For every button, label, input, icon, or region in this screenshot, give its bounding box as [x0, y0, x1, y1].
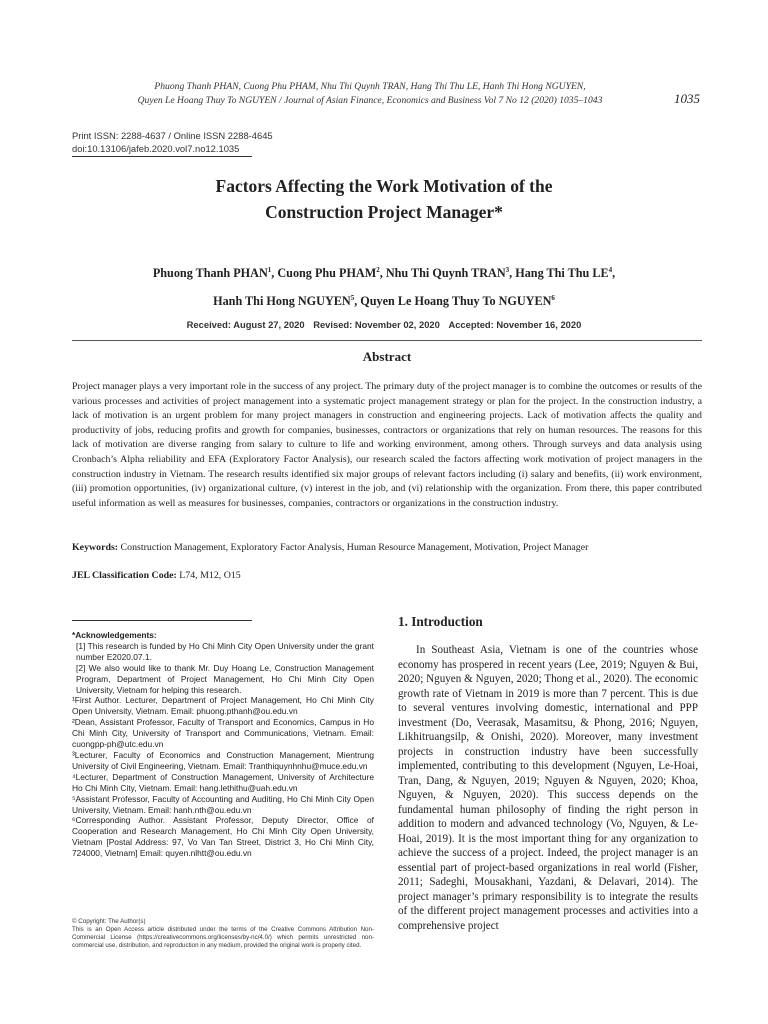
title-line2: Construction Project Manager* — [265, 202, 503, 222]
running-head-line1: Phuong Thanh PHAN, Cuong Phu PHAM, Nhu Thi Quynh TRAN, Hang Thi Thu LE, Hanh Thi Hong NGUYEN, — [154, 81, 586, 92]
copyright-notice — [72, 918, 374, 950]
title-line1: Factors Affecting the Work Motivation of the — [215, 176, 553, 196]
keywords-text: Construction Management, Exploratory Factor Analysis, Human Resource Management, Motivation, Project Manager — [120, 542, 589, 553]
authors-line1 — [84, 258, 684, 286]
abstract-text: Project manager plays a very important role in the success of any project. The primary duty of the project manager is to combine the outcomes or results of the various processes and activities of project management into a systematic project management strategy or plan for the project. In the construction industry, a lack of motivation is an urgent problem for many project managers in construction and engineering projects. Lack of motivation affects the quality and productivity of jobs, reducing profits and growth for companies, businesses, contractors or organizations that rely on human resources. The reasons for this lack of motivation are diverse ranging from salary to culture to life and working environment, among others. Through surveys and data analysis using Cronbach’s Alpha reliability and EFA (Exploratory Factor Analysis), our research scaled the factors affecting work motivation of project managers in the construction industry in Vietnam. The research results identified six major groups of relevant factors including (i) salary and benefits, (ii) work environment, (iii) promotion opportunities, (iv) organizational culture, (v) interest in the job, and (vi) relationship with the organization. From there, this paper contributed useful information as well as measures for businesses, companies, contractors or organizations in the construction industry. — [72, 381, 702, 509]
abstract-heading: Abstract — [362, 349, 412, 364]
author-name: Quyen Le Hoang Thuy To NGUYEN — [360, 294, 552, 309]
running-head — [100, 80, 640, 108]
author-sep: , — [612, 266, 616, 281]
authors-line2 — [84, 286, 684, 314]
author-name: Nhu Thi Quynh TRAN — [385, 266, 506, 281]
author-sep: , — [271, 266, 278, 281]
issn-block — [72, 129, 273, 155]
author-name: Hanh Thi Hong NGUYEN — [213, 294, 351, 309]
accepted-date: Accepted: November 16, 2020 — [448, 319, 582, 330]
author-affil: 5 — [350, 294, 355, 303]
introduction-text: In Southeast Asia, Vietnam is one of the countries whose economy has prospered in recent years (Lee, 2019; Nguyen & Bui, 2020; Nguyen & Nguyen, 2020; Thong et al., 2020). The economic growth rate of Vietnam in 2019 is more than 7 percent. This is due to several ventures involving domestic, international and PPP investment (Do, Veerasak, Masamitsu, & Phong, 2016; Nguyen, Likhitruangsilp, & Onishi, 2020). Moreover, many investment projects in construction industry have been successfully implemented, contributing to this development (Nguyen, Le-Hoai, Tran, Dang, & Nguyen, 2019; Nguyen & Nguyen, 2020; Khoa, Nguyen, & Nguyen, 2020). This success depends on the fundamental human philosophy of finding the right person in addition to modern and advanced technology (Vo, Nguyen, & Le-Hoai, 2019). It is the most important thing for any organization to achieve the success of a project. Indeed, the project manager is an essential part of project-based organizations in real world (Fisher, 2011; Sadeghi, Mousakhani, Yazdani, & Delavari, 2014). The project manager’s primary responsibility is to integrate the results of the different project management processes and activities into a comprehensive project — [398, 644, 698, 932]
keywords-label: Keywords: — [72, 542, 119, 553]
author-sep: , — [354, 294, 361, 309]
author-affil: 4 — [608, 266, 613, 274]
footnote-rule — [72, 620, 252, 621]
author-list — [84, 258, 684, 314]
copyright-line: © Copyright: The Author(s) — [72, 918, 146, 925]
author-affil: 1 — [267, 266, 272, 274]
author-affil: 6 — [551, 294, 555, 303]
author-sep: , — [509, 266, 516, 281]
jel-code — [72, 570, 702, 581]
author-name: Cuong Phu PHAM — [277, 266, 377, 281]
page-number: 1035 — [674, 91, 700, 106]
author-name: Hang Thi Thu LE — [515, 266, 609, 281]
abstract-rule — [72, 340, 702, 341]
affiliation-item: ⁵Assistant Professor, Faculty of Accounting and Auditing, Ho Chi Minh City Open University, Vietnam. Email: hanh.nth@ou.edu.vn — [72, 793, 374, 815]
affiliation-item: ²Dean, Assistant Professor, Faculty of Transport and Economics, Campus in Ho Chi Minh City, University of Transport and Communications, Vietnam. Email: cuongpp-ph@utc.edu.vn — [72, 717, 374, 750]
dates-line — [84, 319, 684, 330]
ack-item: [1] This research is funded by Ho Chi Minh City Open University under the grant number E2020.07.1. — [76, 640, 374, 662]
ack-heading: *Acknowledgements: — [72, 630, 157, 640]
affiliation-item: ³Lecturer, Faculty of Economics and Construction Management, Mientrung University of Civil Engineering, Vietnam. Email: Tranthiquynhnhu@muce.edu.vn — [72, 749, 374, 771]
doi[interactable]: doi:10.13106/jafeb.2020.vol7.no12.1035 — [72, 143, 240, 154]
author-name: Phuong Thanh PHAN — [152, 266, 268, 281]
author-sep: , — [379, 266, 386, 281]
running-head-line2: Quyen Le Hoang Thuy To NGUYEN / Journal of Asian Finance, Economics and Business Vol 7 No 12 (2020) 1035–1043 — [137, 95, 603, 106]
jel-text: L74, M12, O15 — [179, 570, 241, 581]
header-rule — [72, 156, 252, 157]
revised-date: Revised: November 02, 2020 — [313, 319, 440, 330]
received-date: Received: August 27, 2020 — [186, 319, 305, 330]
jel-label: JEL Classification Code: — [72, 570, 177, 581]
affiliation-item: ¹First Author. Lecturer, Department of Project Management, Ho Chi Minh City Open University, Vietnam. Email: phuong.pthanh@ou.edu.vn — [72, 695, 374, 717]
license-text: This is an Open Access article distributed under the terms of the Creative Commons Attribution Non-Commercial License (https://creativecommons.org/licenses/by-nc/4.0/) which permits unrestricted non-commercial use, distribution, and reproduction in any medium, provided the original work is properly cited. — [72, 925, 374, 949]
affiliation-item: ⁴Lecturer, Department of Construction Management, University of Architecture Ho Chi Minh City, Vietnam. Email: hang.lethithu@uah.edu.vn — [72, 771, 374, 793]
author-affil: 3 — [505, 266, 510, 274]
ack-item: [2] We also would like to thank Mr. Duy Hoang Le, Construction Management Program, Department of Project Management, Ho Chi Minh City Open University, Vietnam for helping this research. — [76, 662, 374, 695]
issn: Print ISSN: 2288-4637 / Online ISSN 2288-4645 — [72, 130, 273, 141]
affiliation-item: ⁶Corresponding Author. Assistant Professor, Deputy Director, Office of Cooperation and Research Management, Ho Chi Minh City Open University, Vietnam [Postal Address: 97, Vo Van Tan Street, District 3, Ho Chi Minh City, 724000, Vietnam] Email: quyen.nlhtt@ou.edu.vn — [72, 815, 374, 859]
paper-title — [84, 173, 684, 225]
keywords — [72, 542, 702, 553]
author-affil: 2 — [376, 266, 380, 274]
acknowledgements — [72, 630, 374, 859]
section-heading-introduction: 1. Introduction — [398, 614, 483, 629]
